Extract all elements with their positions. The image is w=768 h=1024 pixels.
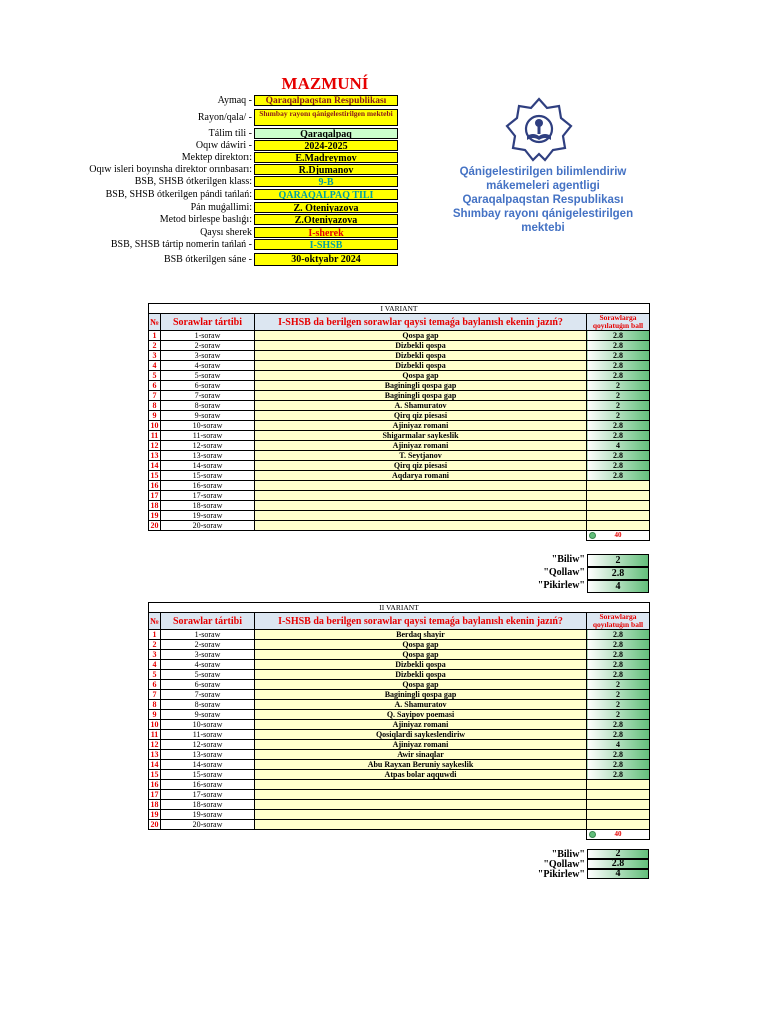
row-topic-cell[interactable]: A. Shamuratov bbox=[255, 401, 587, 411]
row-topic-cell[interactable]: Ajiniyaz romani bbox=[255, 421, 587, 431]
row-score-cell[interactable]: 2.8 bbox=[587, 670, 650, 680]
row-score-cell[interactable]: 2.8 bbox=[587, 770, 650, 780]
row-number: 9 bbox=[149, 710, 161, 720]
total-spacer bbox=[149, 531, 587, 541]
row-score-cell[interactable]: 2.8 bbox=[587, 471, 650, 481]
row-number: 14 bbox=[150, 461, 159, 470]
row-number: 13 bbox=[150, 451, 159, 460]
row-order: 18-soraw bbox=[161, 800, 255, 810]
row-order: 17-soraw bbox=[161, 491, 255, 501]
level-label: "Biliw" bbox=[551, 849, 585, 860]
row-score-cell[interactable]: 2 bbox=[587, 411, 650, 421]
row-order: 5-soraw bbox=[161, 371, 255, 381]
table-row bbox=[149, 710, 650, 720]
header-order: Sorawlar tártibi bbox=[161, 314, 255, 331]
table-row bbox=[149, 630, 650, 640]
info-label: Mektep direktorı: bbox=[181, 151, 252, 163]
info-value[interactable]: 9-B bbox=[254, 176, 398, 187]
level-value[interactable]: 4 bbox=[587, 580, 649, 593]
row-score-cell[interactable]: 2.8 bbox=[587, 331, 650, 341]
variant-title: I VARIANT bbox=[149, 304, 650, 314]
row-number: 16 bbox=[150, 481, 159, 490]
row-order: 15-soraw bbox=[161, 471, 255, 481]
info-label: Rayon/qala/ - bbox=[197, 111, 252, 123]
row-topic-cell[interactable] bbox=[255, 491, 587, 501]
header-question: I-SHSB da berilgen sorawlar qaysi temaǵa baylanısh ekenin jazıń? bbox=[255, 613, 587, 630]
variant-1-table bbox=[148, 303, 650, 541]
table-row bbox=[149, 650, 650, 660]
row-order: 13-soraw bbox=[161, 750, 255, 760]
row-order: 14-soraw bbox=[161, 760, 255, 770]
row-number: 19 bbox=[150, 511, 159, 520]
table-row bbox=[149, 780, 650, 790]
row-topic-cell[interactable]: Dizbekli qospa bbox=[255, 351, 587, 361]
row-order: 12-soraw bbox=[161, 441, 255, 451]
row-topic-cell[interactable] bbox=[255, 511, 587, 521]
row-topic-cell[interactable]: Abu Rayxan Beruniy saykeslik bbox=[255, 760, 587, 770]
level-label: "Pikirlew" bbox=[537, 869, 585, 880]
row-number: 3 bbox=[149, 650, 161, 660]
row-order: 16-soraw bbox=[161, 481, 255, 491]
row-topic-cell[interactable]: Baginingli qospa gap bbox=[255, 391, 587, 401]
level-label: "Qollaw" bbox=[543, 859, 585, 870]
table-row bbox=[149, 331, 650, 341]
row-score-cell[interactable] bbox=[587, 481, 650, 491]
table-row bbox=[149, 680, 650, 690]
info-label: BSB ótkerilgen sáne - bbox=[163, 253, 252, 265]
table-row bbox=[149, 660, 650, 670]
row-number: 10 bbox=[150, 421, 159, 430]
table-row bbox=[149, 341, 650, 351]
table-row bbox=[149, 521, 650, 531]
table-row bbox=[149, 481, 650, 491]
agency-emblem-icon bbox=[503, 96, 575, 164]
row-order: 16-soraw bbox=[161, 780, 255, 790]
row-topic-cell[interactable] bbox=[255, 780, 587, 790]
agency-line-5: mektebi bbox=[521, 222, 565, 234]
row-number: 12 bbox=[150, 441, 159, 450]
row-score-cell[interactable]: 2 bbox=[587, 391, 650, 401]
row-score-cell[interactable] bbox=[587, 521, 650, 531]
row-score-cell[interactable]: 2.8 bbox=[587, 461, 650, 471]
row-order: 7-soraw bbox=[161, 391, 255, 401]
agency-line-2: mákemeleri agentligi bbox=[486, 180, 600, 192]
level-label: "Qollaw" bbox=[543, 567, 585, 578]
row-topic-cell[interactable]: Awir sinaqlar bbox=[255, 750, 587, 760]
row-score-cell[interactable] bbox=[587, 511, 650, 521]
row-number: 3 bbox=[149, 351, 161, 361]
level-label: "Biliw" bbox=[551, 554, 585, 565]
table-row bbox=[149, 431, 650, 441]
row-number: 20 bbox=[150, 820, 159, 829]
table-row bbox=[149, 461, 650, 471]
total-score: 40 bbox=[614, 830, 622, 838]
row-score-cell[interactable]: 2 bbox=[587, 710, 650, 720]
variant-title: II VARIANT bbox=[149, 603, 650, 613]
row-topic-cell[interactable]: Dizbekli qospa bbox=[255, 660, 587, 670]
row-score-cell[interactable]: 2.8 bbox=[587, 630, 650, 640]
row-topic-cell[interactable] bbox=[255, 820, 587, 830]
table-row bbox=[149, 750, 650, 760]
info-label: BSB, SHSB tártip nomerin tańlań - bbox=[110, 238, 252, 250]
row-score-cell[interactable]: 2 bbox=[587, 381, 650, 391]
row-number: 6 bbox=[149, 680, 161, 690]
row-topic-cell[interactable]: Ajiniyaz romani bbox=[255, 740, 587, 750]
row-score-cell[interactable]: 2 bbox=[587, 690, 650, 700]
level-value[interactable]: 2 bbox=[587, 849, 649, 859]
header-question: I-SHSB da berilgen sorawlar qaysi temaǵa baylanısh ekenin jazıń? bbox=[255, 314, 587, 331]
table-row bbox=[149, 640, 650, 650]
table-row bbox=[149, 351, 650, 361]
total-score-cell bbox=[587, 531, 650, 541]
row-order: 4-soraw bbox=[161, 660, 255, 670]
level-value[interactable]: 2.8 bbox=[587, 567, 649, 580]
row-score-cell[interactable]: 2.8 bbox=[587, 730, 650, 740]
row-order: 20-soraw bbox=[161, 820, 255, 830]
table-row bbox=[149, 381, 650, 391]
row-topic-cell[interactable]: Qospa gap bbox=[255, 640, 587, 650]
row-order: 9-soraw bbox=[161, 710, 255, 720]
row-order: 14-soraw bbox=[161, 461, 255, 471]
row-topic-cell[interactable]: Dizbekli qospa bbox=[255, 341, 587, 351]
table-row bbox=[149, 511, 650, 521]
row-number: 17 bbox=[150, 491, 159, 500]
row-topic-cell[interactable]: Qospa gap bbox=[255, 680, 587, 690]
row-topic-cell[interactable]: A. Shamuratov bbox=[255, 700, 587, 710]
table-row bbox=[149, 421, 650, 431]
header-score: Sorawlarga qoyılatuǵın ball bbox=[587, 314, 650, 331]
info-label: Aymaq - bbox=[217, 94, 252, 106]
info-value[interactable]: I-sherek bbox=[254, 227, 398, 238]
row-topic-cell[interactable]: Dizbekli qospa bbox=[255, 670, 587, 680]
row-order: 3-soraw bbox=[161, 650, 255, 660]
row-number: 10 bbox=[150, 720, 159, 729]
row-score-cell[interactable] bbox=[587, 810, 650, 820]
info-value[interactable]: QARAQALPAQ TILI bbox=[254, 189, 398, 200]
row-order: 8-soraw bbox=[161, 401, 255, 411]
agency-name bbox=[448, 165, 638, 235]
row-number: 7 bbox=[149, 391, 161, 401]
row-number: 8 bbox=[149, 401, 161, 411]
table-row bbox=[149, 820, 650, 830]
page-title: MAZMUNÍ bbox=[281, 74, 369, 93]
info-label: Oqıw isleri boyınsha direktor orınbasarı: bbox=[89, 163, 252, 175]
info-value[interactable]: Shımbay rayonı qánigelestirilgen mektebi bbox=[254, 109, 398, 126]
total-score-cell bbox=[587, 830, 650, 840]
table-row bbox=[149, 501, 650, 511]
row-number: 5 bbox=[149, 670, 161, 680]
table-row bbox=[149, 730, 650, 740]
row-order: 17-soraw bbox=[161, 790, 255, 800]
total-spacer bbox=[149, 830, 587, 840]
row-score-cell[interactable]: 2.8 bbox=[587, 351, 650, 361]
row-score-cell[interactable] bbox=[587, 800, 650, 810]
level-value[interactable]: 4 bbox=[587, 869, 649, 879]
info-value[interactable]: 2024-2025 bbox=[254, 140, 398, 151]
row-topic-cell[interactable] bbox=[255, 790, 587, 800]
row-score-cell[interactable]: 4 bbox=[587, 441, 650, 451]
row-topic-cell[interactable]: Q. Sayipov poemasi bbox=[255, 710, 587, 720]
row-order: 1-soraw bbox=[161, 331, 255, 341]
row-order: 9-soraw bbox=[161, 411, 255, 421]
row-topic-cell[interactable]: Berdaq shayir bbox=[255, 630, 587, 640]
row-number: 18 bbox=[150, 501, 159, 510]
row-score-cell[interactable]: 2.8 bbox=[587, 371, 650, 381]
level-value[interactable]: 2.8 bbox=[587, 859, 649, 869]
variant-2-table bbox=[148, 602, 650, 840]
row-score-cell[interactable]: 2.8 bbox=[587, 421, 650, 431]
header-order: Sorawlar tártibi bbox=[161, 613, 255, 630]
level-value[interactable]: 2 bbox=[587, 554, 649, 567]
row-order: 19-soraw bbox=[161, 810, 255, 820]
row-number: 4 bbox=[149, 660, 161, 670]
row-score-cell[interactable]: 2 bbox=[587, 700, 650, 710]
row-topic-cell[interactable]: Atpas bolar aqquwdi bbox=[255, 770, 587, 780]
row-order: 15-soraw bbox=[161, 770, 255, 780]
row-number: 15 bbox=[150, 471, 159, 480]
row-topic-cell[interactable]: Qirq qiz piesasi bbox=[255, 411, 587, 421]
row-number: 5 bbox=[149, 371, 161, 381]
row-number: 14 bbox=[150, 760, 159, 769]
row-number: 2 bbox=[149, 341, 161, 351]
row-order: 2-soraw bbox=[161, 640, 255, 650]
info-value[interactable]: I-SHSB bbox=[254, 239, 398, 250]
row-topic-cell[interactable]: Qosiqlardi saykeslendiriw bbox=[255, 730, 587, 740]
row-topic-cell[interactable] bbox=[255, 800, 587, 810]
row-score-cell[interactable] bbox=[587, 820, 650, 830]
row-number: 4 bbox=[149, 361, 161, 371]
row-topic-cell[interactable]: Ajiniyaz romani bbox=[255, 441, 587, 451]
row-order: 13-soraw bbox=[161, 451, 255, 461]
info-value[interactable]: R.Djumanov bbox=[254, 164, 398, 175]
table-row bbox=[149, 800, 650, 810]
row-order: 12-soraw bbox=[161, 740, 255, 750]
info-label: BSB, SHSB ótkerilgen klass: bbox=[134, 175, 252, 187]
row-score-cell[interactable] bbox=[587, 780, 650, 790]
row-topic-cell[interactable] bbox=[255, 810, 587, 820]
info-value[interactable]: Z.Oteniyazova bbox=[254, 214, 398, 225]
total-score: 40 bbox=[614, 531, 622, 539]
row-order: 5-soraw bbox=[161, 670, 255, 680]
agency-line-3: Qaraqalpaqstan Respublikası bbox=[462, 194, 624, 206]
row-topic-cell[interactable]: Qospa gap bbox=[255, 650, 587, 660]
row-number: 9 bbox=[149, 411, 161, 421]
info-label: Pán muǵallimi: bbox=[190, 201, 252, 213]
row-score-cell[interactable] bbox=[587, 501, 650, 511]
header-score: Sorawlarga qoyılatuǵın ball bbox=[587, 613, 650, 630]
row-number: 15 bbox=[150, 770, 159, 779]
row-number: 19 bbox=[150, 810, 159, 819]
table-row bbox=[149, 391, 650, 401]
info-label: Qaysı sherek bbox=[200, 226, 252, 238]
header-number: № bbox=[149, 314, 161, 331]
info-value[interactable]: 30-oktyabr 2024 bbox=[254, 253, 398, 266]
table-row bbox=[149, 371, 650, 381]
row-score-cell[interactable]: 2.8 bbox=[587, 431, 650, 441]
row-order: 1-soraw bbox=[161, 630, 255, 640]
row-number: 16 bbox=[150, 780, 159, 789]
row-topic-cell[interactable] bbox=[255, 501, 587, 511]
table-row bbox=[149, 720, 650, 730]
row-topic-cell[interactable] bbox=[255, 481, 587, 491]
row-score-cell[interactable]: 2.8 bbox=[587, 750, 650, 760]
table-row bbox=[149, 700, 650, 710]
info-label: Oqıw dáwiri - bbox=[195, 139, 252, 151]
row-score-cell[interactable] bbox=[587, 790, 650, 800]
row-order: 20-soraw bbox=[161, 521, 255, 531]
row-order: 10-soraw bbox=[161, 421, 255, 431]
row-score-cell[interactable]: 2.8 bbox=[587, 720, 650, 730]
info-value[interactable]: Z. Oteniyazova bbox=[254, 202, 398, 213]
row-topic-cell[interactable] bbox=[255, 521, 587, 531]
row-order: 19-soraw bbox=[161, 511, 255, 521]
row-number: 13 bbox=[150, 750, 159, 759]
row-score-cell[interactable]: 2 bbox=[587, 401, 650, 411]
row-score-cell[interactable]: 2 bbox=[587, 680, 650, 690]
row-order: 3-soraw bbox=[161, 351, 255, 361]
row-order: 4-soraw bbox=[161, 361, 255, 371]
row-topic-cell[interactable]: Ajiniyaz romani bbox=[255, 720, 587, 730]
row-score-cell[interactable]: 2.8 bbox=[587, 650, 650, 660]
row-order: 11-soraw bbox=[161, 730, 255, 740]
row-number: 6 bbox=[149, 381, 161, 391]
info-label: Tálim tili - bbox=[208, 127, 252, 139]
row-order: 7-soraw bbox=[161, 690, 255, 700]
table-row bbox=[149, 471, 650, 481]
table-row bbox=[149, 491, 650, 501]
table-row bbox=[149, 411, 650, 421]
row-score-cell[interactable]: 2.8 bbox=[587, 640, 650, 650]
row-number: 1 bbox=[149, 331, 161, 341]
row-number: 8 bbox=[149, 700, 161, 710]
row-topic-cell[interactable]: Dizbekli qospa bbox=[255, 361, 587, 371]
table-row bbox=[149, 670, 650, 680]
row-score-cell[interactable]: 4 bbox=[587, 740, 650, 750]
table-row bbox=[149, 810, 650, 820]
row-order: 18-soraw bbox=[161, 501, 255, 511]
table-row bbox=[149, 451, 650, 461]
row-topic-cell[interactable]: Baginingli qospa gap bbox=[255, 690, 587, 700]
row-number: 2 bbox=[149, 640, 161, 650]
row-topic-cell[interactable]: Shigarmalar saykeslik bbox=[255, 431, 587, 441]
row-topic-cell[interactable]: Baginingli qospa gap bbox=[255, 381, 587, 391]
row-number: 20 bbox=[150, 521, 159, 530]
info-label: Metod birlespe baslıǵı: bbox=[159, 213, 252, 225]
row-score-cell[interactable]: 2.8 bbox=[587, 760, 650, 770]
row-score-cell[interactable] bbox=[587, 491, 650, 501]
row-topic-cell[interactable]: T. Seytjanov bbox=[255, 451, 587, 461]
row-score-cell[interactable]: 2.8 bbox=[587, 341, 650, 351]
row-topic-cell[interactable]: Aqdarya romani bbox=[255, 471, 587, 481]
row-topic-cell[interactable]: Qirq qiz piesasi bbox=[255, 461, 587, 471]
info-value[interactable]: Qaraqalpaq bbox=[254, 128, 398, 139]
table-row bbox=[149, 441, 650, 451]
row-score-cell[interactable]: 2.8 bbox=[587, 660, 650, 670]
row-number: 12 bbox=[150, 740, 159, 749]
row-order: 6-soraw bbox=[161, 381, 255, 391]
row-number: 17 bbox=[150, 790, 159, 799]
row-number: 11 bbox=[149, 431, 161, 441]
agency-line-1: Qánigelestirilgen bilimlendiriw bbox=[459, 166, 627, 178]
row-topic-cell[interactable]: Qospa gap bbox=[255, 371, 587, 381]
row-order: 6-soraw bbox=[161, 680, 255, 690]
row-number: 7 bbox=[149, 690, 161, 700]
table-row bbox=[149, 760, 650, 770]
row-number: 11 bbox=[149, 730, 161, 740]
row-topic-cell[interactable]: Qospa gap bbox=[255, 331, 587, 341]
agency-line-4: Shımbay rayonı qánigelestirilgen bbox=[452, 208, 634, 220]
level-label: "Pikirlew" bbox=[537, 580, 585, 591]
table-row bbox=[149, 770, 650, 780]
row-number: 18 bbox=[150, 800, 159, 809]
row-score-cell[interactable]: 2.8 bbox=[587, 451, 650, 461]
table-row bbox=[149, 401, 650, 411]
row-order: 10-soraw bbox=[161, 720, 255, 730]
table-row bbox=[149, 361, 650, 371]
info-label: BSB, SHSB ótkerilgen pándi tańlań: bbox=[105, 188, 252, 200]
header-number: № bbox=[149, 613, 161, 630]
table-row bbox=[149, 790, 650, 800]
row-number: 1 bbox=[149, 630, 161, 640]
row-score-cell[interactable]: 2.8 bbox=[587, 361, 650, 371]
row-order: 8-soraw bbox=[161, 700, 255, 710]
row-order: 11-soraw bbox=[161, 431, 255, 441]
info-value[interactable]: E.Madreymov bbox=[254, 152, 398, 163]
info-value[interactable]: Qaraqalpaqstan Respublikası bbox=[254, 95, 398, 106]
row-order: 2-soraw bbox=[161, 341, 255, 351]
table-row bbox=[149, 690, 650, 700]
table-row bbox=[149, 740, 650, 750]
